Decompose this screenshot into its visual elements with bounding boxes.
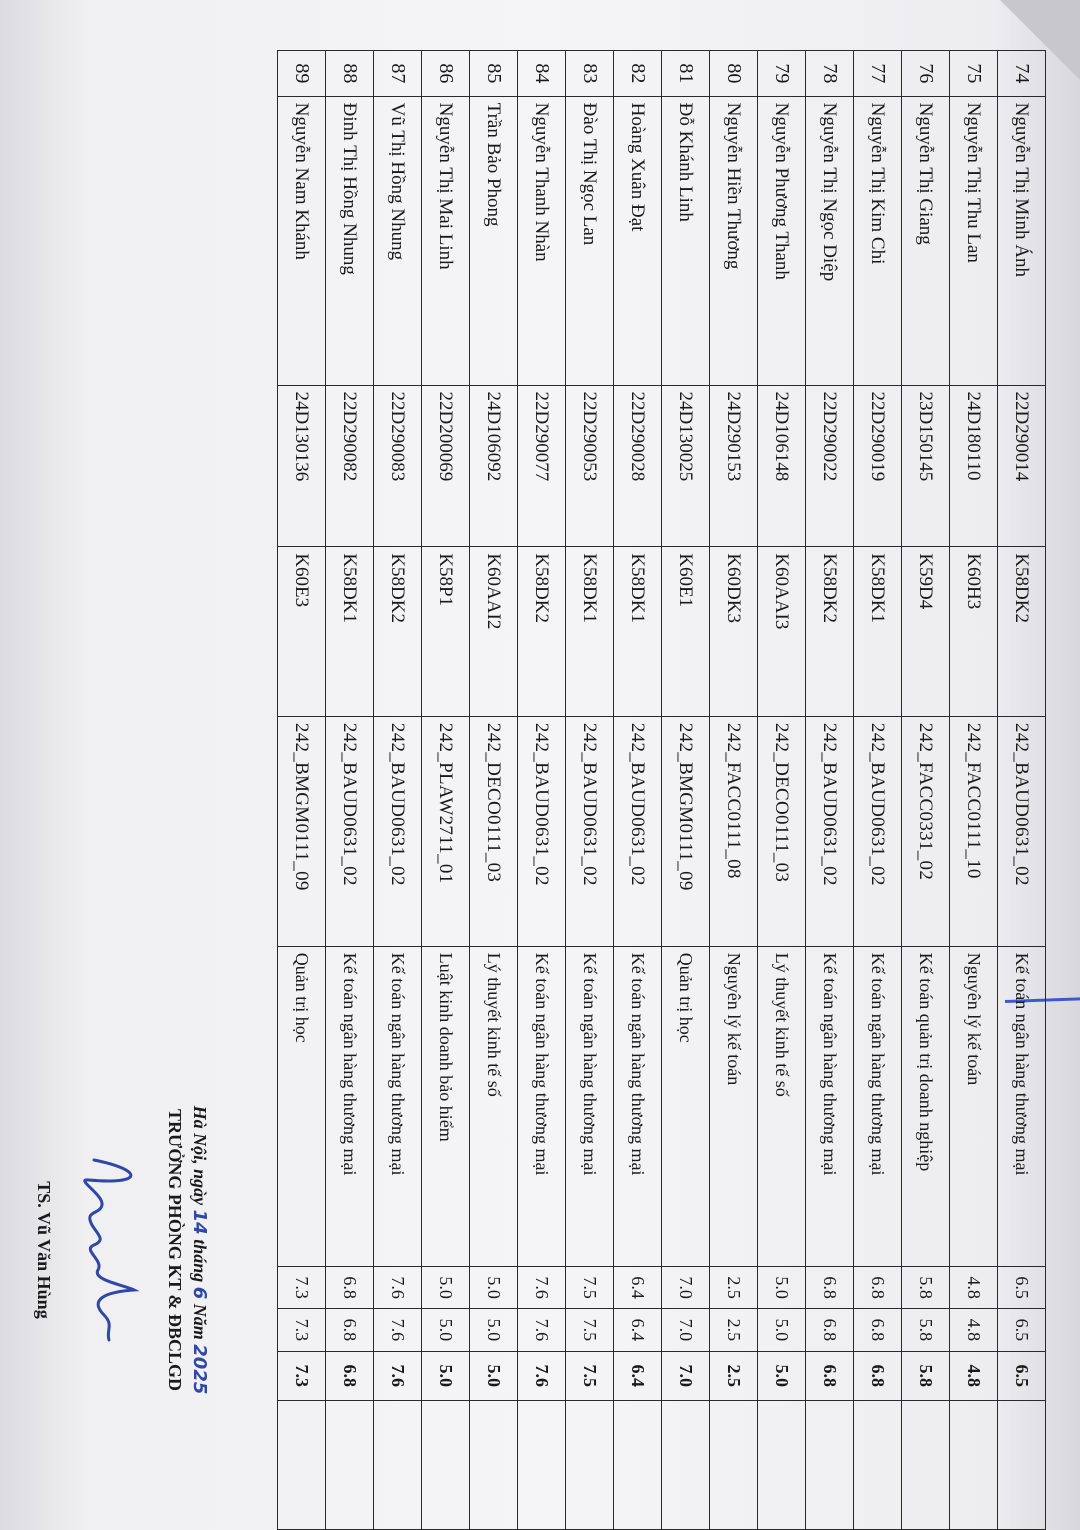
class-code: K58DK1 [326, 547, 374, 717]
row-number: 82 [614, 51, 662, 97]
table-row [710, 51, 758, 1530]
student-code: 22D290019 [854, 385, 902, 547]
subject-name: Kế toán ngân hàng thương mại [518, 946, 566, 1266]
note-cell [470, 1401, 518, 1530]
table-row [278, 51, 326, 1530]
table-row [758, 51, 806, 1530]
table-row [614, 51, 662, 1530]
course-section: 242_BAUD0631_02 [614, 716, 662, 946]
score-2: 6.8 [326, 1309, 374, 1351]
final-score: 7.0 [662, 1351, 710, 1401]
class-code: K58DK2 [518, 547, 566, 717]
course-section: 242_PLAW2711_01 [422, 716, 470, 946]
note-cell [854, 1401, 902, 1530]
student-name: Trần Bảo Phong [470, 96, 518, 385]
score-1: 5.8 [902, 1266, 950, 1308]
student-code: 22D290028 [614, 385, 662, 547]
date-year-label: Năm [190, 1303, 210, 1340]
note-cell [614, 1401, 662, 1530]
table-row [854, 51, 902, 1530]
student-code: 22D290022 [806, 385, 854, 547]
class-code: K59D4 [902, 547, 950, 717]
final-score: 7.6 [374, 1351, 422, 1401]
subject-name: Kế toán quản trị doanh nghiệp [902, 946, 950, 1266]
row-number: 81 [662, 51, 710, 97]
note-cell [950, 1401, 998, 1530]
final-score: 6.8 [326, 1351, 374, 1401]
table-row [518, 51, 566, 1530]
date-prefix: Hà Nội, ngày [190, 1105, 210, 1206]
student-name: Nguyễn Thị Minh Ánh [998, 96, 1046, 385]
course-section: 242_FACC0111_08 [710, 716, 758, 946]
student-code: 22D290082 [326, 385, 374, 547]
row-number: 79 [758, 51, 806, 97]
note-cell [518, 1401, 566, 1530]
signature-date [189, 1040, 210, 1460]
student-code: 24D290153 [710, 385, 758, 547]
score-2: 6.8 [806, 1309, 854, 1351]
row-number: 85 [470, 51, 518, 97]
class-code: K58DK2 [374, 547, 422, 717]
grade-table [277, 50, 1046, 1530]
subject-name: Kế toán ngân hàng thương mại [614, 946, 662, 1266]
subject-name: Luật kinh doanh bảo hiểm [422, 946, 470, 1266]
table-row [806, 51, 854, 1530]
score-1: 7.6 [374, 1266, 422, 1308]
subject-name: Quản trị học [278, 946, 326, 1266]
student-name: Nguyễn Nam Khánh [278, 96, 326, 385]
score-1: 6.8 [806, 1266, 854, 1308]
score-2: 5.0 [758, 1309, 806, 1351]
subject-name: Kế toán ngân hàng thương mại [326, 946, 374, 1266]
student-name: Nguyễn Thanh Nhàn [518, 96, 566, 385]
student-code: 22D200069 [422, 385, 470, 547]
final-score: 5.0 [758, 1351, 806, 1401]
subject-name: Nguyên lý kế toán [950, 946, 998, 1266]
student-code: 22D290083 [374, 385, 422, 547]
student-code: 24D106092 [470, 385, 518, 547]
score-2: 4.8 [950, 1309, 998, 1351]
note-cell [662, 1401, 710, 1530]
table-row [998, 51, 1046, 1530]
class-code: K58DK2 [998, 547, 1046, 717]
note-cell [278, 1401, 326, 1530]
final-score: 2.5 [710, 1351, 758, 1401]
note-cell [998, 1401, 1046, 1530]
row-number: 78 [806, 51, 854, 97]
grade-table-body [278, 51, 1046, 1530]
score-2: 5.0 [470, 1309, 518, 1351]
student-name: Đỗ Khánh Linh [662, 96, 710, 385]
final-score: 6.4 [614, 1351, 662, 1401]
score-2: 6.4 [614, 1309, 662, 1351]
score-1: 6.8 [326, 1266, 374, 1308]
row-number: 89 [278, 51, 326, 97]
row-number: 76 [902, 51, 950, 97]
score-1: 6.5 [998, 1266, 1046, 1308]
course-section: 242_BAUD0631_02 [566, 716, 614, 946]
score-1: 6.4 [614, 1266, 662, 1308]
score-1: 7.0 [662, 1266, 710, 1308]
class-code: K60E1 [662, 547, 710, 717]
score-1: 5.0 [422, 1266, 470, 1308]
class-code: K60AAI2 [470, 547, 518, 717]
table-row [566, 51, 614, 1530]
course-section: 242_BAUD0631_02 [806, 716, 854, 946]
subject-name: Nguyên lý kế toán [710, 946, 758, 1266]
note-cell [902, 1401, 950, 1530]
final-score: 6.8 [806, 1351, 854, 1401]
course-section: 242_BAUD0631_02 [854, 716, 902, 946]
course-section: 242_DECO0111_03 [470, 716, 518, 946]
student-code: 24D180110 [950, 385, 998, 547]
score-2: 7.0 [662, 1309, 710, 1351]
student-code: 24D106148 [758, 385, 806, 547]
course-section: 242_BAUD0631_02 [374, 716, 422, 946]
student-name: Nguyễn Hiền Thương [710, 96, 758, 385]
subject-name: Quản trị học [662, 946, 710, 1266]
table-row [902, 51, 950, 1530]
student-name: Nguyễn Thị Giang [902, 96, 950, 385]
course-section: 242_FACC0111_10 [950, 716, 998, 946]
score-2: 7.6 [518, 1309, 566, 1351]
class-code: K58DK2 [806, 547, 854, 717]
student-name: Nguyễn Thị Kim Chi [854, 96, 902, 385]
final-score: 6.8 [854, 1351, 902, 1401]
student-name: Nguyễn Thị Ngọc Diệp [806, 96, 854, 385]
date-year: 2025 [189, 1344, 210, 1395]
course-section: 242_BAUD0631_02 [998, 716, 1046, 946]
row-number: 77 [854, 51, 902, 97]
score-2: 6.8 [854, 1309, 902, 1351]
score-2: 5.0 [422, 1309, 470, 1351]
subject-name: Kế toán ngân hàng thương mại [374, 946, 422, 1266]
final-score: 5.0 [422, 1351, 470, 1401]
note-cell [710, 1401, 758, 1530]
score-1: 7.5 [566, 1266, 614, 1308]
score-1: 7.3 [278, 1266, 326, 1308]
signer-name: TS. Vũ Văn Hùng [34, 1181, 54, 1319]
row-number: 88 [326, 51, 374, 97]
class-code: K58P1 [422, 547, 470, 717]
final-score: 7.3 [278, 1351, 326, 1401]
final-score: 7.6 [518, 1351, 566, 1401]
table-row [326, 51, 374, 1530]
table-row [422, 51, 470, 1530]
student-name: Nguyễn Thị Mai Linh [422, 96, 470, 385]
course-section: 242_BAUD0631_02 [326, 716, 374, 946]
subject-name: Lý thuyết kinh tế số [470, 946, 518, 1266]
class-code: K58DK1 [566, 547, 614, 717]
course-section: 242_BAUD0631_02 [518, 716, 566, 946]
student-name: Đinh Thị Hồng Nhung [326, 96, 374, 385]
score-2: 6.5 [998, 1309, 1046, 1351]
note-cell [374, 1401, 422, 1530]
score-1: 2.5 [710, 1266, 758, 1308]
signature-block [33, 1040, 210, 1460]
student-name: Vũ Thị Hồng Nhung [374, 96, 422, 385]
handwritten-signature [54, 1040, 164, 1460]
class-code: K60AAI3 [758, 547, 806, 717]
course-section: 242_BMGM0111_09 [662, 716, 710, 946]
course-section: 242_FACC0331_02 [902, 716, 950, 946]
score-2: 7.6 [374, 1309, 422, 1351]
note-cell [806, 1401, 854, 1530]
score-1: 7.6 [518, 1266, 566, 1308]
class-code: K60H3 [950, 547, 998, 717]
class-code: K60E3 [278, 547, 326, 717]
table-row [470, 51, 518, 1530]
date-day: 14 [189, 1209, 210, 1235]
subject-name: Kế toán ngân hàng thương mại [854, 946, 902, 1266]
student-code: 22D290053 [566, 385, 614, 547]
subject-name: Lý thuyết kinh tế số [758, 946, 806, 1266]
student-name: Nguyễn Phương Thanh [758, 96, 806, 385]
student-name: Nguyễn Thị Thu Lan [950, 96, 998, 385]
student-code: 23D150145 [902, 385, 950, 547]
score-1: 4.8 [950, 1266, 998, 1308]
note-cell [326, 1401, 374, 1530]
table-row [374, 51, 422, 1530]
table-row [950, 51, 998, 1530]
score-2: 7.3 [278, 1309, 326, 1351]
course-section: 242_BMGM0111_09 [278, 716, 326, 946]
note-cell [422, 1401, 470, 1530]
row-number: 86 [422, 51, 470, 97]
final-score: 5.8 [902, 1351, 950, 1401]
student-code: 22D290077 [518, 385, 566, 547]
row-number: 80 [710, 51, 758, 97]
row-number: 74 [998, 51, 1046, 97]
class-code: K58DK1 [614, 547, 662, 717]
final-score: 4.8 [950, 1351, 998, 1401]
date-mid: tháng [190, 1239, 210, 1283]
office-title: TRƯỞNG PHÒNG KT & ĐBCLGD [165, 1108, 185, 1391]
score-2: 2.5 [710, 1309, 758, 1351]
table-row [662, 51, 710, 1530]
subject-name: Kế toán ngân hàng thương mại [566, 946, 614, 1266]
subject-name: Kế toán ngân hàng thương mại [998, 946, 1046, 1266]
row-number: 84 [518, 51, 566, 97]
row-number: 83 [566, 51, 614, 97]
row-number: 75 [950, 51, 998, 97]
score-1: 6.8 [854, 1266, 902, 1308]
note-cell [566, 1401, 614, 1530]
score-1: 5.0 [470, 1266, 518, 1308]
final-score: 6.5 [998, 1351, 1046, 1401]
student-code: 22D290014 [998, 385, 1046, 547]
score-1: 5.0 [758, 1266, 806, 1308]
final-score: 5.0 [470, 1351, 518, 1401]
note-cell [758, 1401, 806, 1530]
class-code: K60DK3 [710, 547, 758, 717]
student-name: Đào Thị Ngọc Lan [566, 96, 614, 385]
date-month: 6 [189, 1286, 210, 1300]
subject-name: Kế toán ngân hàng thương mại [806, 946, 854, 1266]
student-code: 24D130025 [662, 385, 710, 547]
class-code: K58DK1 [854, 547, 902, 717]
course-section: 242_DECO0111_03 [758, 716, 806, 946]
row-number: 87 [374, 51, 422, 97]
student-name: Hoàng Xuân Đạt [614, 96, 662, 385]
final-score: 7.5 [566, 1351, 614, 1401]
score-2: 5.8 [902, 1309, 950, 1351]
score-2: 7.5 [566, 1309, 614, 1351]
student-code: 24D130136 [278, 385, 326, 547]
